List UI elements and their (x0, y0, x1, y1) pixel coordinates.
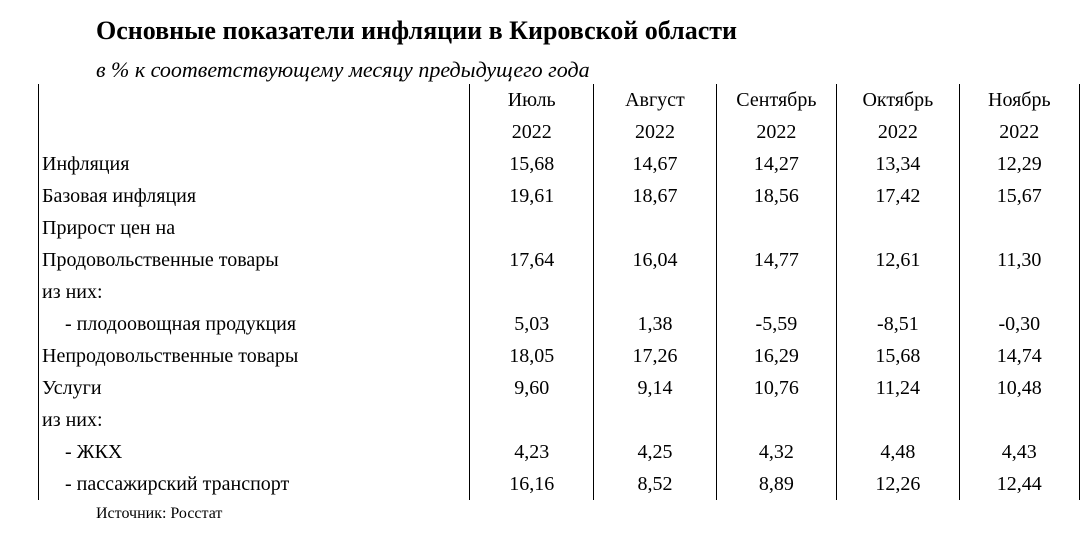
row-value: 17,26 (594, 340, 716, 372)
row-value (837, 212, 959, 244)
row-value (594, 276, 716, 308)
row-value: 14,67 (594, 148, 716, 180)
page-subtitle: в % к соответствующему месяцу предыдущего года (96, 57, 590, 82)
header-corner-cell (39, 84, 470, 116)
row-value: 13,34 (837, 148, 959, 180)
column-header-year: 2022 (470, 116, 594, 148)
table-row (39, 180, 1080, 212)
row-value: -8,51 (837, 308, 959, 340)
table-row (39, 308, 1080, 340)
row-value (959, 276, 1079, 308)
header-row-year (39, 116, 1080, 148)
row-value: 16,29 (716, 340, 837, 372)
column-header-year: 2022 (594, 116, 716, 148)
row-value: 16,16 (470, 468, 594, 500)
row-value (837, 276, 959, 308)
column-header-month: Сентябрь (716, 84, 837, 116)
table-row (39, 404, 1080, 436)
row-value (594, 212, 716, 244)
row-value: 15,67 (959, 180, 1079, 212)
row-value: 14,74 (959, 340, 1079, 372)
table-row (39, 372, 1080, 404)
column-header-month: Ноябрь (959, 84, 1079, 116)
row-value: 17,64 (470, 244, 594, 276)
row-value (959, 212, 1079, 244)
row-value: 12,26 (837, 468, 959, 500)
row-value: 10,48 (959, 372, 1079, 404)
row-value: 16,04 (594, 244, 716, 276)
row-value: 12,44 (959, 468, 1079, 500)
row-label: из них: (39, 276, 470, 308)
row-value: 15,68 (837, 340, 959, 372)
row-value: 18,56 (716, 180, 837, 212)
row-value: 10,76 (716, 372, 837, 404)
row-value: 17,42 (837, 180, 959, 212)
table-row (39, 436, 1080, 468)
row-label: Базовая инфляция (39, 180, 470, 212)
row-value: 4,32 (716, 436, 837, 468)
row-value (716, 404, 837, 436)
table-row (39, 468, 1080, 500)
row-label: Продовольственные товары (39, 244, 470, 276)
row-value: 11,24 (837, 372, 959, 404)
column-header-month: Июль (470, 84, 594, 116)
row-label: - плодоовощная продукция (39, 308, 470, 340)
table-row (39, 244, 1080, 276)
row-value: 8,89 (716, 468, 837, 500)
row-value: 18,05 (470, 340, 594, 372)
table-row (39, 148, 1080, 180)
row-value (959, 404, 1079, 436)
row-value: 11,30 (959, 244, 1079, 276)
row-value: 8,52 (594, 468, 716, 500)
row-value: 4,43 (959, 436, 1079, 468)
table-row (39, 276, 1080, 308)
row-label: Инфляция (39, 148, 470, 180)
row-value (470, 212, 594, 244)
table-row (39, 340, 1080, 372)
row-label: Непродовольственные товары (39, 340, 470, 372)
column-header-month: Август (594, 84, 716, 116)
row-value: -5,59 (716, 308, 837, 340)
row-value: 12,29 (959, 148, 1079, 180)
page-title: Основные показатели инфляции в Кировской области (96, 16, 738, 45)
row-value: 15,68 (470, 148, 594, 180)
header-corner-cell (39, 116, 470, 148)
row-value: 9,14 (594, 372, 716, 404)
row-value (716, 212, 837, 244)
row-value: 14,27 (716, 148, 837, 180)
row-value: 12,61 (837, 244, 959, 276)
row-value (594, 404, 716, 436)
column-header-year: 2022 (959, 116, 1079, 148)
row-label: Услуги (39, 372, 470, 404)
row-value: 9,60 (470, 372, 594, 404)
row-label: Прирост цен на (39, 212, 470, 244)
row-value: 4,25 (594, 436, 716, 468)
row-value (470, 404, 594, 436)
row-value: 5,03 (470, 308, 594, 340)
row-value: 18,67 (594, 180, 716, 212)
row-label: - пассажирский транспорт (39, 468, 470, 500)
row-value: -0,30 (959, 308, 1079, 340)
column-header-month: Октябрь (837, 84, 959, 116)
inflation-table (38, 84, 1080, 500)
row-value: 1,38 (594, 308, 716, 340)
column-header-year: 2022 (837, 116, 959, 148)
row-value: 4,23 (470, 436, 594, 468)
row-value (470, 276, 594, 308)
column-header-year: 2022 (716, 116, 837, 148)
table-body (39, 84, 1080, 500)
header-row-month (39, 84, 1080, 116)
row-value (837, 404, 959, 436)
table-row (39, 212, 1080, 244)
row-value: 19,61 (470, 180, 594, 212)
row-label: - ЖКХ (39, 436, 470, 468)
source-note: Источник: Росстат (96, 505, 223, 522)
row-value (716, 276, 837, 308)
row-label: из них: (39, 404, 470, 436)
row-value: 4,48 (837, 436, 959, 468)
row-value: 14,77 (716, 244, 837, 276)
